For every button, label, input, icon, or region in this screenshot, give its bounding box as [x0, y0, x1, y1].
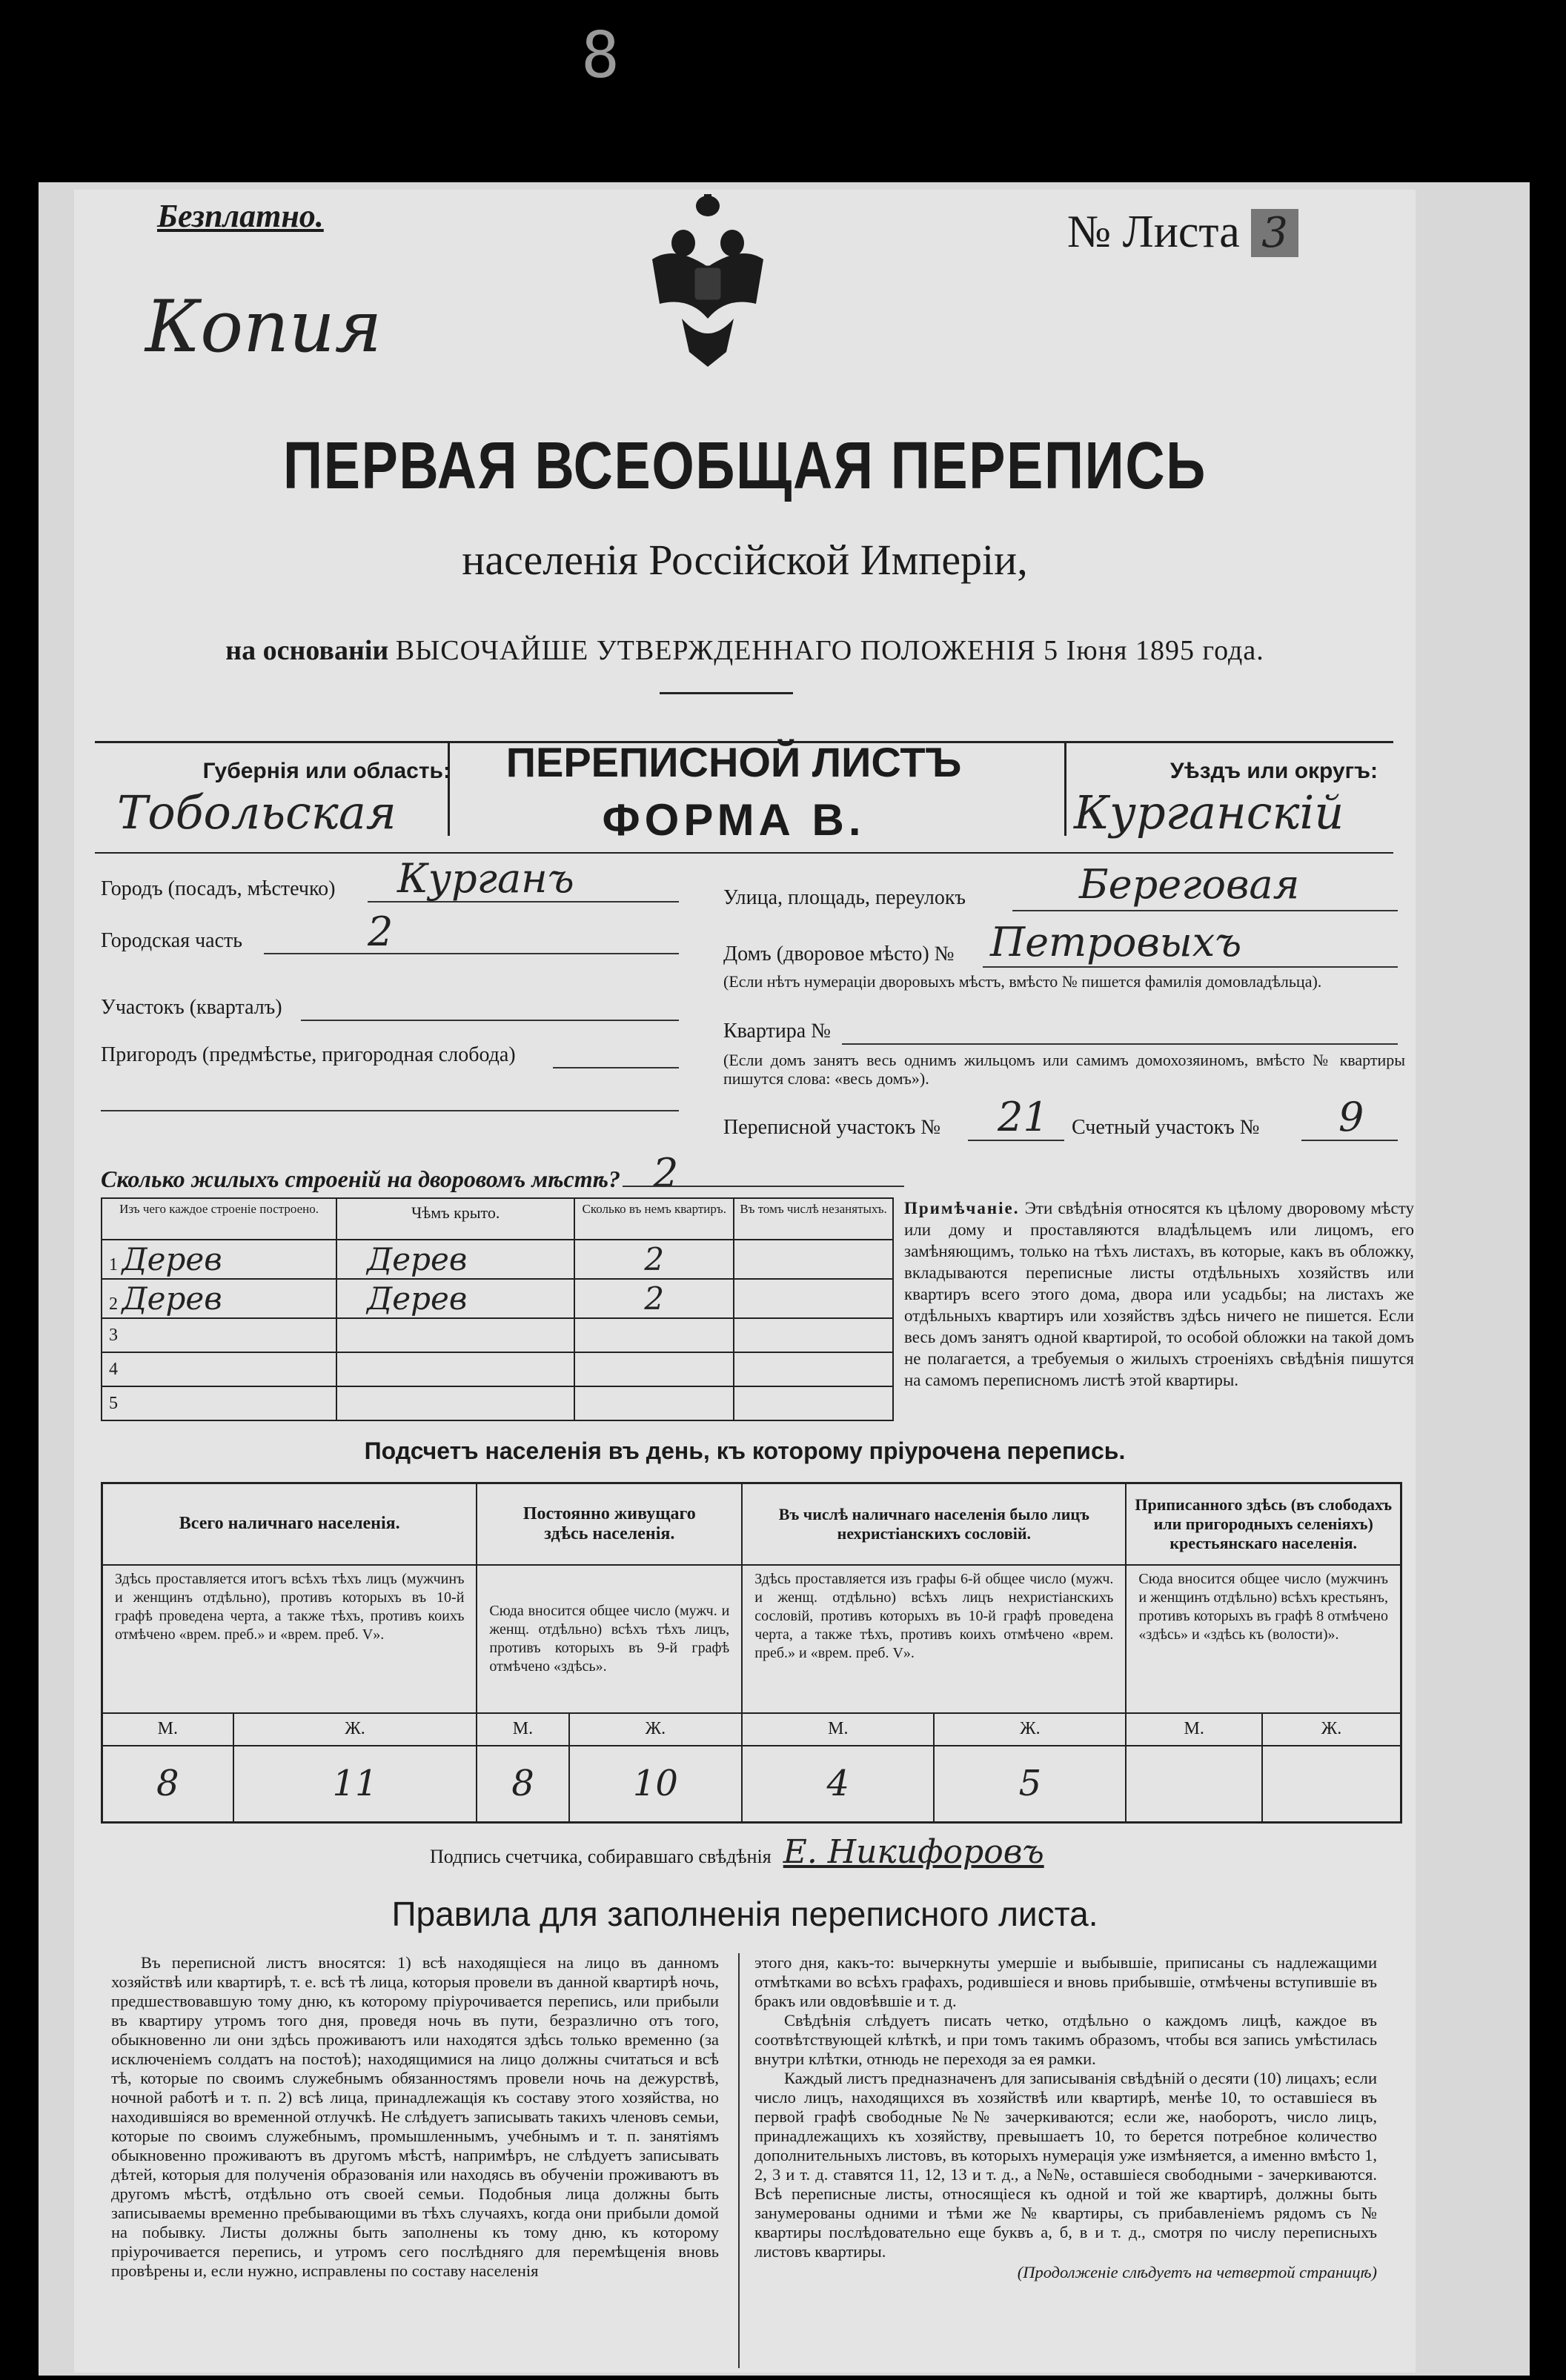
pop-col-desc: Сюда вносится общее число (мужч. и женщ. отдѣльно) всѣхъ тѣхъ лицъ, противъ которыхъ въ 9-й графѣ отмѣчено «здѣсь».	[477, 1565, 742, 1713]
total-male: 8	[102, 1746, 233, 1823]
apartment-label: Квартира №	[723, 1020, 831, 1043]
table-row	[102, 1352, 893, 1386]
permanent-male: 8	[477, 1746, 568, 1823]
pop-col-title: Постоянно живущаго здѣсь населенія.	[477, 1483, 742, 1565]
f-label: Ж.	[1262, 1713, 1401, 1746]
vacant-cell	[734, 1386, 893, 1420]
peasant-male	[1126, 1746, 1262, 1823]
row-number: 4	[109, 1359, 118, 1379]
buildings-question-line	[623, 1186, 904, 1187]
m-label: М.	[742, 1713, 934, 1746]
row-number: 1	[109, 1255, 118, 1274]
apartment-note: (Если домъ занятъ весь однимъ жильцомъ или самимъ домохозяиномъ, вмѣсто № квартиры пишутся слова: «весь домъ»).	[723, 1051, 1405, 1088]
legal-basis-prefix: на основаніи	[225, 635, 389, 666]
house-label: Домъ (дворовое мѣсто) №	[723, 943, 955, 965]
header-vacant: Въ томъ числѣ незанятыхъ.	[734, 1198, 893, 1240]
roof-cell	[336, 1386, 574, 1420]
province-value: Тобольская	[117, 785, 397, 840]
rules-left-column: Въ переписной листъ вносятся: 1) всѣ находящіеся на лицо въ данномъ хозяйствѣ или квартирѣ, т. е. всѣ тѣ лица, которыя провели въ данной квартирѣ ночь, предшествовавшую тому дню, къ которому пріурочивается перепись, или прибыли въ квартиру утромъ того дня, проведя ночь въ пути, безразлично отъ того, обыкновенно ли они здѣсь проживаютъ или находятся здѣсь только временно (за исключеніемъ солдатъ на постоѣ); находящимися на лицо должны считаться и всѣ тѣ, которые по своимъ служебнымъ обязанностямъ провели ночь на дежурствѣ, ночной работѣ и т. п. 2) всѣ лица, принадлежащія къ составу этого хозяйства, но находившіяся во временной отлучкѣ. Не слѣдуетъ записывать такихъ членовъ семьи, которые по своимъ служебнымъ, промышленнымъ, учебнымъ и т. п. занятіямъ обыкновенно проживаютъ въ другомъ мѣстѣ, напримѣръ, не слѣдуетъ записывать дѣтей, которыя для полученія образованія или находясь въ обученіи проживаютъ въ другомъ мѣстѣ, отдѣльно отъ своей семьи. Подобныя лица должны быть записываемы временно пребывающими въ тѣхъ случаяхъ, когда они прибыли домой на побывку. Листы должны быть заполнены къ тому дню, къ которому пріурочивается перепись, и утромъ сего послѣдняго для перемѣщенія вновь провѣрены и, если нужно, исправлены по составу населенія	[111, 1953, 719, 2280]
house-value: Петровыхъ	[990, 919, 1242, 965]
roof-cell	[336, 1352, 574, 1386]
suburb-line-2	[101, 1110, 679, 1111]
city-label: Городъ (посадъ, мѣстечко)	[101, 877, 336, 900]
precinct-line	[301, 1020, 679, 1021]
rules-right-p3: Каждый листъ предназначенъ для записыванія свѣдѣній о десяти (10) лицахъ; если число лицъ, находящихся въ хозяйствѣ или квартирѣ, менѣе 10, то оставшіеся въ первой графѣ свободные №№ зачеркиваются; если же, наоборотъ, число лицъ, принадлежащихъ къ хозяйству, превышаетъ 10, то берется потребное количество дополнительныхъ листовъ, въ которыхъ нумерація уже измѣняется, а именно вмѣсто 1, 2, 3 и т. д. ставятся 11, 12, 13 и т. д., а №№, оставшіеся свободными - зачеркиваются. Всѣ переписные листы, относящіеся къ одной и той же квартирѣ, должны быть занумерованы одними и тѣми же № квартиры, съ прибавленіемъ рядомъ съ № квартиры послѣдовательно еще буквъ а, б, в и т. д., смотря по числу переписныхъ листовъ квартиры.	[754, 2069, 1377, 2261]
count-district-label: Счетный участокъ №	[1072, 1116, 1260, 1139]
table-row	[102, 1240, 893, 1279]
header-apartments: Сколько въ немъ квартиръ.	[574, 1198, 734, 1240]
population-desc-row	[102, 1565, 1401, 1713]
census-form-page	[74, 190, 1416, 2373]
house-note: (Если нѣтъ нумераціи дворовыхъ мѣстъ, вмѣсто № пишется фамилія домовладѣльца).	[723, 972, 1322, 991]
handwritten-note: Копия	[145, 285, 382, 368]
pop-col-title: Приписанного здѣсь (въ слободахъ или пригородныхъ селеніяхъ) крестьянскаго населенія.	[1126, 1483, 1401, 1565]
roof-cell	[336, 1318, 574, 1352]
roof-cell: Дерев	[336, 1279, 574, 1318]
apartments-cell	[574, 1386, 734, 1420]
sheet-label: № Листа	[1067, 207, 1240, 257]
rules-divider	[738, 1953, 740, 2368]
vacant-cell	[734, 1279, 893, 1318]
m-label: М.	[1126, 1713, 1262, 1746]
city-part-value: 2	[368, 908, 394, 955]
f-label: Ж.	[934, 1713, 1126, 1746]
buildings-question: Сколько жилыхъ строеній на дворовомъ мѣстѣ?	[101, 1166, 620, 1192]
pop-col-title: Всего наличнаго населенія.	[102, 1483, 477, 1565]
header-material: Изъ чего каждое строеніе построено.	[102, 1198, 336, 1240]
census-district-value: 21	[998, 1094, 1049, 1140]
table-row	[102, 1279, 893, 1318]
m-label: М.	[102, 1713, 233, 1746]
sheet-number	[1067, 206, 1408, 259]
vacant-cell	[734, 1318, 893, 1352]
census-subtitle: населенія Россійской Имперіи,	[462, 536, 1028, 584]
header-roof: Чѣмъ крыто.	[336, 1198, 574, 1240]
double-headed-eagle-emblem	[645, 193, 771, 370]
non-christian-male: 4	[742, 1746, 934, 1823]
pop-col-desc: Здѣсь проставляется изъ графы 6-й общее число (мужч. и женщ. отдѣльно) всѣхъ лицъ нехристіанскихъ сословій, противъ которыхъ въ 10-й графѣ проведена черта, а также тѣхъ, противъ коихъ отмѣчено «врем. преб.» и «врем. преб. V».	[742, 1565, 1126, 1713]
note-block	[904, 1197, 1414, 1391]
free-label: Безплатно.	[157, 198, 324, 234]
note-text: Эти свѣдѣнія относятся къ цѣлому дворовому мѣсту или дому и проставляются владѣльцемъ или лицомъ, его замѣняющимъ, только на тѣхъ листахъ, въ которые, какъ въ обложку, вкладываются переписные листы отдѣльныхъ хозяйствъ или квартиръ всего этого дома, двора или усадьбы; на листахъ же отдѣльныхъ квартиръ или хозяйствъ здѣсь ничего не пишется. Если весь домъ занятъ одной квартирой, то особой обложки на такой домъ не полагается, а требуемыя о жилыхъ строеніяхъ свѣдѣнія пишутся на самомъ переписномъ листѣ этой квартиры.	[904, 1199, 1414, 1389]
population-values-row	[102, 1746, 1401, 1823]
row-number: 2	[109, 1294, 118, 1314]
row-number: 3	[109, 1325, 118, 1345]
table-row	[102, 1318, 893, 1352]
vacant-cell	[734, 1240, 893, 1279]
apartments-cell: 2	[574, 1240, 734, 1279]
apartment-line	[842, 1043, 1398, 1045]
street-line	[1012, 910, 1398, 911]
roof-cell: Дерев	[336, 1240, 574, 1279]
suburb-line	[553, 1067, 679, 1068]
city-value: Курганъ	[397, 855, 574, 902]
buildings-answer: 2	[652, 1150, 679, 1197]
census-title: ПЕРВАЯ ВСЕОБЩАЯ ПЕРЕПИСЬ	[283, 429, 1207, 503]
rules-right-column	[754, 1953, 1377, 2282]
peasant-female	[1262, 1746, 1401, 1823]
rules-right-p1: этого дня, какъ-то: вычеркнуты умершіе и выбывшіе, приписаны съ надлежащими отмѣтками во всѣхъ графахъ, родившіеся и вновь прибывшіе, отмѣчены вступившіе въ бракъ или овдовѣвшіе и т. д.	[754, 1953, 1377, 2010]
district-label: Уѣздъ или округъ:	[1169, 759, 1378, 783]
signature-value: Е. Никифоровъ	[783, 1833, 1044, 1871]
precinct-label: Участокъ (кварталъ)	[101, 996, 282, 1019]
material-cell: Дерев	[122, 1241, 222, 1277]
population-table	[101, 1482, 1402, 1824]
m-label: М.	[477, 1713, 568, 1746]
form-header-rule-bottom	[95, 852, 1393, 854]
rules-right-p2: Свѣдѣнія слѣдуетъ писать четко, отдѣльно о каждомъ лицѣ, каждое въ соотвѣтствующей клѣткѣ, и при томъ такимъ образомъ, чтобы вся запись умѣстилась внутри клѣтки, отнюдь не переходя за ея рамки.	[754, 2011, 1377, 2068]
apartments-cell	[574, 1318, 734, 1352]
house-line	[983, 966, 1398, 968]
province-label: Губернія или область:	[202, 759, 451, 783]
district-box	[1064, 741, 1396, 840]
pop-col-title: Въ числѣ наличнаго населенія было лицъ нехристіанскихъ сословій.	[742, 1483, 1126, 1565]
signature-row	[430, 1833, 1171, 1871]
permanent-female: 10	[569, 1746, 743, 1823]
form-name: ФОРМА В.	[602, 795, 866, 845]
table-row	[102, 1386, 893, 1420]
form-title: ПЕРЕПИСНОЙ ЛИСТЪ	[505, 739, 962, 785]
city-part-line	[264, 953, 679, 954]
census-district-label: Переписной участокъ №	[723, 1116, 941, 1139]
rules-title: Правила для заполненія переписного листа.	[391, 1895, 1098, 1933]
street-value: Береговая	[1079, 861, 1300, 908]
buildings-header-row	[102, 1198, 893, 1240]
count-district-value: 9	[1338, 1094, 1364, 1140]
signature-label: Подпись счетчика, собиравшаго свѣдѣнія	[430, 1846, 772, 1867]
vacant-cell	[734, 1352, 893, 1386]
population-heading: Подсчетъ населенія въ день, къ которому пріурочена перепись.	[364, 1437, 1126, 1464]
city-part-label: Городская часть	[101, 929, 243, 952]
apartments-cell	[574, 1352, 734, 1386]
total-female: 11	[233, 1746, 477, 1823]
province-box	[95, 741, 451, 840]
f-label: Ж.	[569, 1713, 743, 1746]
legal-basis-text: ВЫСОЧАЙШЕ УТВЕРЖДЕННАГО ПОЛОЖЕНІЯ 5 Іюня 1895 года.	[395, 635, 1264, 666]
pop-col-desc: Сюда вносится общее число (мужчинъ и женщинъ отдѣльно) всѣхъ крестьянъ, противъ которыхъ въ графѣ 8 отмѣчено «здѣсь» и «здѣсь къ (волости)».	[1126, 1565, 1401, 1713]
street-label: Улица, площадь, переулокъ	[723, 886, 966, 909]
title-divider	[660, 692, 793, 694]
population-mf-header-row	[102, 1713, 1401, 1746]
pop-col-desc: Здѣсь проставляется итогъ всѣхъ тѣхъ лицъ (мужчинъ и женщинъ отдѣльно), противъ которыхъ въ 10-й графѣ проведена черта, а также тѣхъ, противъ коихъ отмѣчено «врем. преб.» и «врем. преб. V».	[102, 1565, 477, 1713]
apartments-cell: 2	[574, 1279, 734, 1318]
non-christian-female: 5	[934, 1746, 1126, 1823]
legal-basis	[74, 634, 1416, 667]
district-value: Курганскій	[1074, 785, 1344, 840]
f-label: Ж.	[233, 1713, 477, 1746]
material-cell: Дерев	[122, 1280, 222, 1317]
row-number: 5	[109, 1393, 118, 1413]
population-title-row	[102, 1483, 1401, 1565]
rules-continuation: (Продолженіе слѣдуетъ на четвертой страницѣ)	[1017, 2263, 1377, 2281]
suburb-label: Пригородъ (предмѣстье, пригородная слобода)	[101, 1043, 516, 1066]
note-label: Примѣчаніе.	[904, 1199, 1020, 1217]
buildings-table	[101, 1197, 894, 1421]
sheet-value: 3	[1251, 209, 1298, 257]
frame-number: 8	[581, 19, 620, 93]
